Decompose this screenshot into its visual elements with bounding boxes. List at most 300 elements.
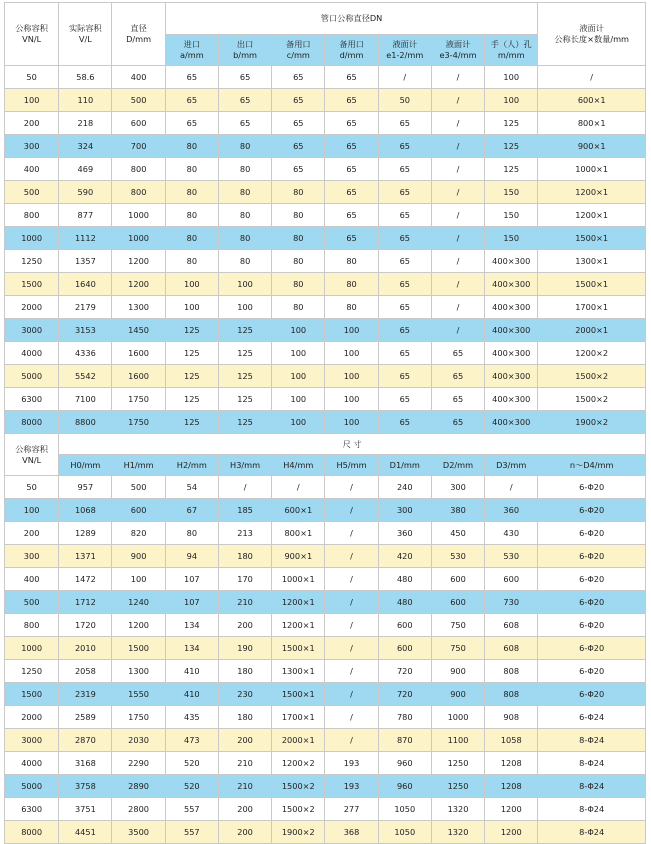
table-cell: 107 — [165, 568, 218, 591]
table-row — [5, 273, 646, 296]
table-row — [5, 89, 646, 112]
table-cell: 65 — [325, 227, 378, 250]
table-cell: / — [538, 66, 646, 89]
table-row — [5, 591, 646, 614]
table-cell: 65 — [272, 158, 325, 181]
table-cell: 530 — [485, 545, 538, 568]
table-cell: 1000 — [431, 706, 484, 729]
header-outlet: 出口 b/mm — [218, 35, 271, 66]
table-cell: 65 — [378, 365, 431, 388]
table-cell: 3153 — [59, 319, 112, 342]
table-cell: / — [431, 319, 484, 342]
table-cell: 469 — [59, 158, 112, 181]
table-cell: / — [431, 250, 484, 273]
table-cell: / — [325, 660, 378, 683]
table-cell: 80 — [272, 204, 325, 227]
table-cell: 200 — [218, 614, 271, 637]
table-cell: 380 — [431, 499, 484, 522]
table-cell: 1112 — [59, 227, 112, 250]
table-cell: 1500×2 — [538, 365, 646, 388]
table-cell: 730 — [485, 591, 538, 614]
header-inlet: 进口 a/mm — [165, 35, 218, 66]
table-row — [5, 296, 646, 319]
table-cell: 608 — [485, 637, 538, 660]
table-cell: 1371 — [59, 545, 112, 568]
table-cell: 500 — [5, 591, 59, 614]
table-cell: 100 — [112, 568, 165, 591]
table-cell: 600 — [431, 568, 484, 591]
table-cell: 80 — [272, 296, 325, 319]
table-cell: 3168 — [59, 752, 112, 775]
table-cell: 50 — [5, 66, 59, 89]
table-cell: 210 — [218, 775, 271, 798]
table-cell: 608 — [485, 614, 538, 637]
table-row — [5, 522, 646, 545]
table-cell: 65 — [378, 158, 431, 181]
table-cell: 1700×1 — [272, 706, 325, 729]
table-cell: 100 — [272, 411, 325, 434]
header-dimension-column: D2/mm — [431, 455, 484, 476]
table-cell: 1357 — [59, 250, 112, 273]
table-cell: / — [272, 476, 325, 499]
table-cell: 600×1 — [272, 499, 325, 522]
table-cell: 600 — [112, 112, 165, 135]
table-cell: 65 — [431, 342, 484, 365]
table-cell: 600 — [485, 568, 538, 591]
table-cell: 1000 — [112, 227, 165, 250]
table-cell: 80 — [218, 158, 271, 181]
table-cell: 1300 — [112, 660, 165, 683]
table-cell: 1250 — [5, 250, 59, 273]
table-cell: 218 — [59, 112, 112, 135]
table-cell: 2000×1 — [272, 729, 325, 752]
table-cell: 2010 — [59, 637, 112, 660]
table-cell: 8000 — [5, 411, 59, 434]
header-dimension-column: H1/mm — [112, 455, 165, 476]
table-cell: 134 — [165, 637, 218, 660]
table-cell: 600 — [378, 614, 431, 637]
table-cell: 65 — [165, 89, 218, 112]
table-cell: 600 — [378, 637, 431, 660]
table-cell: 1000×1 — [538, 158, 646, 181]
header-dimensions: 尺 寸 — [59, 434, 646, 455]
table-cell: 1058 — [485, 729, 538, 752]
table-cell: 100 — [218, 296, 271, 319]
table-cell: 5542 — [59, 365, 112, 388]
table-cell: 1289 — [59, 522, 112, 545]
table-cell: 65 — [165, 66, 218, 89]
table-cell: 1200 — [485, 798, 538, 821]
table-cell: 193 — [325, 775, 378, 798]
table-cell: / — [431, 89, 484, 112]
table-cell: 400×300 — [485, 296, 538, 319]
table-row — [5, 775, 646, 798]
table-cell: 8-Φ24 — [538, 821, 646, 844]
table-cell: 820 — [112, 522, 165, 545]
table-cell: 1000 — [112, 204, 165, 227]
table-cell: 5000 — [5, 365, 59, 388]
table-cell: 4000 — [5, 342, 59, 365]
header-diameter: 直径 D/mm — [112, 3, 165, 66]
table-cell: / — [325, 522, 378, 545]
table-cell: 1250 — [5, 660, 59, 683]
table-cell: 65 — [378, 112, 431, 135]
table-cell: 473 — [165, 729, 218, 752]
table-cell: 1200×2 — [538, 342, 646, 365]
table-cell: 6-Φ20 — [538, 637, 646, 660]
table-cell: 65 — [325, 181, 378, 204]
table-cell: 125 — [165, 365, 218, 388]
table-cell: 65 — [378, 135, 431, 158]
table-cell: 8-Φ24 — [538, 729, 646, 752]
table-cell: 3500 — [112, 821, 165, 844]
table-cell: 6300 — [5, 388, 59, 411]
table-cell: 1250 — [431, 752, 484, 775]
table-cell: 400×300 — [485, 319, 538, 342]
table-cell: 808 — [485, 683, 538, 706]
table-cell: 6-Φ20 — [538, 591, 646, 614]
table-cell: 1000×1 — [272, 568, 325, 591]
table-cell: 1320 — [431, 798, 484, 821]
table-cell: 360 — [485, 499, 538, 522]
spec-tables — [4, 2, 646, 844]
table-cell: 230 — [218, 683, 271, 706]
table-cell: 65 — [272, 135, 325, 158]
table-cell: 2589 — [59, 706, 112, 729]
table-cell: 80 — [272, 181, 325, 204]
table-cell: 300 — [431, 476, 484, 499]
table-cell: 125 — [218, 411, 271, 434]
header-pipe-nominal-diameter: 管口公称直径DN — [165, 3, 538, 35]
table-cell: 800 — [5, 204, 59, 227]
table-cell: 6-Φ20 — [538, 476, 646, 499]
table-cell: 65 — [218, 112, 271, 135]
table-cell: 65 — [378, 319, 431, 342]
table-cell: / — [378, 66, 431, 89]
header-dimension-column: n～D4/mm — [538, 455, 646, 476]
table-row — [5, 729, 646, 752]
table-cell: 100 — [325, 342, 378, 365]
table-cell: 1500×2 — [272, 775, 325, 798]
table-cell: / — [431, 158, 484, 181]
table-cell: 1500×1 — [538, 273, 646, 296]
table-cell: 65 — [431, 388, 484, 411]
header-dimension-column: H4/mm — [272, 455, 325, 476]
table-cell: 908 — [485, 706, 538, 729]
table-row — [5, 411, 646, 434]
table-cell: 80 — [165, 250, 218, 273]
table-cell: 6-Φ20 — [538, 660, 646, 683]
table-cell: 8-Φ24 — [538, 752, 646, 775]
table-cell: / — [431, 181, 484, 204]
header-dimension-column: D3/mm — [485, 455, 538, 476]
table-cell: 100 — [165, 273, 218, 296]
table-cell: 2290 — [112, 752, 165, 775]
table-cell: 520 — [165, 775, 218, 798]
table-cell: 65 — [378, 273, 431, 296]
table-cell: 193 — [325, 752, 378, 775]
table-cell: 213 — [218, 522, 271, 545]
table-cell: 80 — [218, 181, 271, 204]
table-cell: 877 — [59, 204, 112, 227]
table-cell: 65 — [325, 66, 378, 89]
table-cell: 1200 — [112, 273, 165, 296]
table-cell: 80 — [325, 250, 378, 273]
table-cell: 1500×1 — [538, 227, 646, 250]
table-cell: 200 — [218, 798, 271, 821]
table-row — [5, 250, 646, 273]
table-cell: 125 — [165, 342, 218, 365]
table-cell: 900 — [431, 660, 484, 683]
table-cell: 1240 — [112, 591, 165, 614]
table-cell: 4336 — [59, 342, 112, 365]
header-actual-volume: 实际容积 V/L — [59, 3, 112, 66]
table-cell: 100 — [325, 388, 378, 411]
table-cell: 100 — [5, 89, 59, 112]
table-cell: 1472 — [59, 568, 112, 591]
table-cell: 1500 — [5, 683, 59, 706]
table-row — [5, 135, 646, 158]
table-cell: 200 — [5, 522, 59, 545]
table-cell: 80 — [165, 181, 218, 204]
table-cell: 110 — [59, 89, 112, 112]
table-cell: 2800 — [112, 798, 165, 821]
table-cell: 435 — [165, 706, 218, 729]
table-cell: 6-Φ20 — [538, 522, 646, 545]
table-row — [5, 158, 646, 181]
table-cell: 1050 — [378, 821, 431, 844]
table-cell: 1900×2 — [272, 821, 325, 844]
table-cell: 277 — [325, 798, 378, 821]
table-row — [5, 227, 646, 250]
table-cell: 400×300 — [485, 342, 538, 365]
table-cell: 1750 — [112, 411, 165, 434]
table-cell: 4451 — [59, 821, 112, 844]
header-nominal-volume: 公称容积 VN/L — [5, 3, 59, 66]
table-cell: 125 — [165, 388, 218, 411]
table-row — [5, 181, 646, 204]
table-cell: 100 — [325, 319, 378, 342]
table-cell: 125 — [218, 365, 271, 388]
table-cell: 1100 — [431, 729, 484, 752]
table-cell: 360 — [378, 522, 431, 545]
table-row — [5, 365, 646, 388]
table-cell: 2058 — [59, 660, 112, 683]
table-cell: 100 — [165, 296, 218, 319]
table-cell: 410 — [165, 683, 218, 706]
table-cell: 324 — [59, 135, 112, 158]
table-cell: 65 — [325, 112, 378, 135]
table-cell: / — [325, 545, 378, 568]
table-cell: 125 — [218, 342, 271, 365]
table-cell: 780 — [378, 706, 431, 729]
table-cell: 107 — [165, 591, 218, 614]
table-cell: 3000 — [5, 319, 59, 342]
table-cell: 100 — [272, 342, 325, 365]
table-cell: 1208 — [485, 775, 538, 798]
table-cell: 1200×1 — [272, 591, 325, 614]
table-cell: 210 — [218, 591, 271, 614]
table-cell: 2030 — [112, 729, 165, 752]
table-cell: 100 — [218, 273, 271, 296]
table-cell: 80 — [218, 227, 271, 250]
table-cell: 1720 — [59, 614, 112, 637]
table-cell: 8-Φ24 — [538, 775, 646, 798]
table-cell: 1450 — [112, 319, 165, 342]
table-cell: 500 — [112, 89, 165, 112]
table-cell: 80 — [218, 250, 271, 273]
table-cell: 65 — [378, 250, 431, 273]
table-cell: 125 — [165, 319, 218, 342]
table-cell: 750 — [431, 637, 484, 660]
table-cell: 400 — [5, 158, 59, 181]
table-cell: 125 — [218, 319, 271, 342]
table-cell: 65 — [378, 227, 431, 250]
table-row — [5, 660, 646, 683]
header-gauge-e12: 液面计 e1-2/mm — [378, 35, 431, 66]
table-cell: 500 — [5, 181, 59, 204]
table-cell: 65 — [272, 112, 325, 135]
table-cell: / — [431, 227, 484, 250]
table-cell: / — [485, 476, 538, 499]
table-cell: 1600 — [112, 365, 165, 388]
table-cell: 368 — [325, 821, 378, 844]
table-cell: 170 — [218, 568, 271, 591]
table-row — [5, 568, 646, 591]
table-cell: 808 — [485, 660, 538, 683]
table-row — [5, 204, 646, 227]
table-cell: 1200×2 — [272, 752, 325, 775]
table-cell: 210 — [218, 752, 271, 775]
table-cell: 6-Φ24 — [538, 706, 646, 729]
table-cell: 65 — [325, 135, 378, 158]
table-cell: 400×300 — [485, 388, 538, 411]
table-cell: 80 — [325, 273, 378, 296]
table-cell: 65 — [218, 89, 271, 112]
table-cell: 50 — [5, 476, 59, 499]
table-cell: 1500 — [5, 273, 59, 296]
table-row — [5, 545, 646, 568]
table-cell: 1750 — [112, 706, 165, 729]
table-cell: 4000 — [5, 752, 59, 775]
header-dimension-column: H2/mm — [165, 455, 218, 476]
table-cell: 300 — [5, 135, 59, 158]
table-cell: 100 — [325, 365, 378, 388]
table-cell: 125 — [485, 135, 538, 158]
table-row — [5, 66, 646, 89]
table-cell: 500 — [112, 476, 165, 499]
table-cell: 400 — [112, 66, 165, 89]
table-cell: 720 — [378, 660, 431, 683]
table-cell: 960 — [378, 752, 431, 775]
table-cell: 1200 — [485, 821, 538, 844]
table-cell: 420 — [378, 545, 431, 568]
table-cell: 1550 — [112, 683, 165, 706]
table-cell: 65 — [378, 296, 431, 319]
table-cell: 2870 — [59, 729, 112, 752]
table-cell: 125 — [485, 158, 538, 181]
table2-body — [5, 476, 646, 844]
table-cell: 2000 — [5, 296, 59, 319]
table-cell: 150 — [485, 204, 538, 227]
table-row — [5, 112, 646, 135]
table-cell: 80 — [165, 158, 218, 181]
table-cell: 557 — [165, 821, 218, 844]
header-spare-port-c: 备用口 c/mm — [272, 35, 325, 66]
table-cell: 410 — [165, 660, 218, 683]
table-cell: 100 — [325, 411, 378, 434]
table-cell: 6-Φ20 — [538, 683, 646, 706]
table-cell: 3000 — [5, 729, 59, 752]
header-nominal-volume-2: 公称容积 VN/L — [5, 434, 59, 476]
header-dimension-column: H3/mm — [218, 455, 271, 476]
table-cell: 6-Φ20 — [538, 568, 646, 591]
header-manhole: 手（人）孔 m/mm — [485, 35, 538, 66]
table-cell: 1000 — [5, 227, 59, 250]
table-row — [5, 637, 646, 660]
table-cell: 50 — [378, 89, 431, 112]
table-cell: 300 — [378, 499, 431, 522]
table-cell: 600 — [112, 499, 165, 522]
table-cell: 200 — [5, 112, 59, 135]
table-cell: 80 — [165, 135, 218, 158]
table-cell: 450 — [431, 522, 484, 545]
table-cell: / — [431, 135, 484, 158]
table-row — [5, 476, 646, 499]
table-cell: 125 — [218, 388, 271, 411]
table-cell: 800 — [112, 181, 165, 204]
header-dimension-column: H5/mm — [325, 455, 378, 476]
table-row — [5, 319, 646, 342]
table-cell: 400×300 — [485, 250, 538, 273]
table-cell: 800×1 — [538, 112, 646, 135]
table-cell: 6-Φ20 — [538, 545, 646, 568]
table-row — [5, 388, 646, 411]
table-cell: 1700×1 — [538, 296, 646, 319]
table-cell: / — [218, 476, 271, 499]
table-cell: 180 — [218, 706, 271, 729]
table-cell: 590 — [59, 181, 112, 204]
table-cell: 1050 — [378, 798, 431, 821]
table-cell: 400×300 — [485, 411, 538, 434]
table-cell: 900×1 — [272, 545, 325, 568]
table-cell: 1500×1 — [272, 637, 325, 660]
table-cell: 200 — [218, 729, 271, 752]
table-cell: 5000 — [5, 775, 59, 798]
table-cell: 1300×1 — [538, 250, 646, 273]
table-cell: / — [431, 273, 484, 296]
table1-body — [5, 66, 646, 434]
table-cell: 1750 — [112, 388, 165, 411]
table-cell: 1600 — [112, 342, 165, 365]
table-cell: 80 — [165, 522, 218, 545]
header-gauge-e34: 液面计 e3-4/mm — [431, 35, 484, 66]
table-cell: 1500×1 — [272, 683, 325, 706]
table-cell: 80 — [325, 296, 378, 319]
table-cell: 720 — [378, 683, 431, 706]
table-row — [5, 342, 646, 365]
table-cell: 800 — [112, 158, 165, 181]
table-cell: 180 — [218, 545, 271, 568]
table-cell: 100 — [5, 499, 59, 522]
table-cell: 100 — [272, 365, 325, 388]
table-cell: 80 — [272, 273, 325, 296]
table-cell: / — [325, 614, 378, 637]
table-cell: 1208 — [485, 752, 538, 775]
specification-table — [4, 2, 646, 844]
table-cell: 6-Φ20 — [538, 499, 646, 522]
table-cell: 557 — [165, 798, 218, 821]
